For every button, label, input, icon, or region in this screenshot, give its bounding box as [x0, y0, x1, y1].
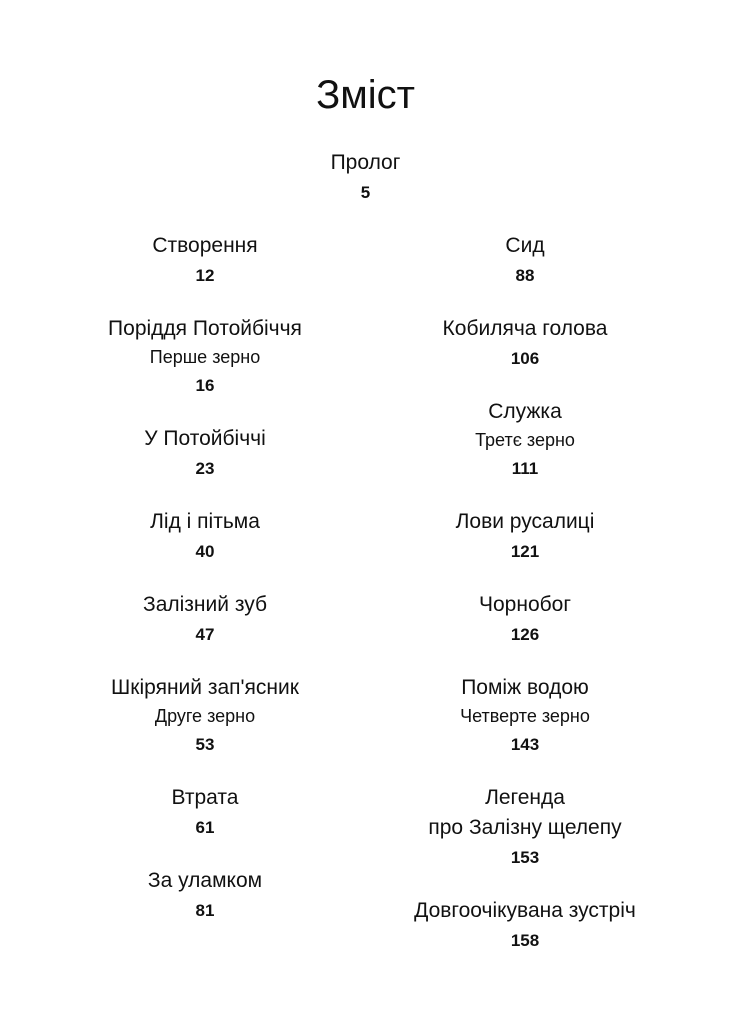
- entry-title: Шкіряний зап'ясник: [111, 676, 299, 699]
- entry-page: 106: [510, 349, 540, 368]
- entry-title: У Потойбіччі: [144, 427, 266, 450]
- toc-entry[interactable]: [40, 507, 370, 567]
- entry-title: Створення: [152, 234, 258, 257]
- entry-subtitle: Третє зерно: [475, 430, 575, 450]
- entry-title: Поріддя Потойбіччя: [108, 317, 302, 340]
- toc-entry[interactable]: [40, 314, 370, 401]
- entry-title: Сид: [505, 234, 545, 257]
- toc-entry[interactable]: [360, 673, 690, 760]
- entry-page: 81: [195, 901, 215, 920]
- entry-page: 126: [510, 625, 540, 644]
- entry-title: Чорнобог: [479, 593, 571, 616]
- entry-page: 121: [510, 542, 540, 561]
- entry-page: 16: [195, 376, 215, 395]
- entry-page: 23: [195, 459, 215, 478]
- entry-title: Втрата: [171, 786, 239, 809]
- toc-entry[interactable]: [40, 424, 370, 484]
- toc-entry[interactable]: [360, 507, 690, 567]
- entry-title: Кобиляча голова: [442, 317, 608, 340]
- entry-page: 5: [360, 183, 371, 202]
- toc-entry[interactable]: [360, 896, 690, 956]
- toc-right-column: [360, 231, 690, 979]
- entry-page: 40: [195, 542, 215, 561]
- entry-title: Залізний зуб: [143, 593, 267, 616]
- entry-title: За уламком: [147, 869, 263, 892]
- entry-title: Лід і пітьма: [150, 510, 260, 533]
- toc-entry[interactable]: [360, 314, 690, 374]
- entry-page: 61: [195, 818, 215, 837]
- toc-entry-prologue[interactable]: [0, 148, 731, 208]
- entry-page: 111: [511, 459, 539, 478]
- toc-entry[interactable]: [40, 783, 370, 843]
- entry-page: 47: [195, 625, 215, 644]
- entry-title: Довгоочікувана зустріч: [414, 899, 636, 922]
- entry-title: Поміж водою: [461, 676, 589, 699]
- entry-title: Пролог: [330, 151, 401, 174]
- toc-entry[interactable]: [360, 783, 690, 873]
- entry-page: 12: [195, 266, 215, 285]
- page-title: Зміст: [316, 73, 415, 117]
- entry-subtitle: Друге зерно: [154, 706, 256, 726]
- toc-entry[interactable]: [40, 866, 370, 926]
- toc-entry[interactable]: [40, 673, 370, 760]
- entry-page: 158: [510, 931, 540, 950]
- entry-title: Лови русалиці: [455, 510, 595, 533]
- toc-left-column: [40, 231, 370, 949]
- toc-entry[interactable]: [40, 231, 370, 291]
- entry-title: Служка: [488, 400, 562, 423]
- toc-entry[interactable]: [360, 231, 690, 291]
- entry-subtitle: Четверте зерно: [460, 706, 590, 726]
- entry-page: 143: [510, 735, 540, 754]
- toc-entry[interactable]: [40, 590, 370, 650]
- entry-page: 153: [510, 848, 540, 867]
- toc-entry[interactable]: [360, 397, 690, 484]
- entry-page: 53: [195, 735, 215, 754]
- toc-entry[interactable]: [360, 590, 690, 650]
- entry-title: Легенда про Залізну щелепу: [428, 786, 622, 839]
- entry-page: 88: [515, 266, 535, 285]
- entry-subtitle: Перше зерно: [149, 347, 261, 367]
